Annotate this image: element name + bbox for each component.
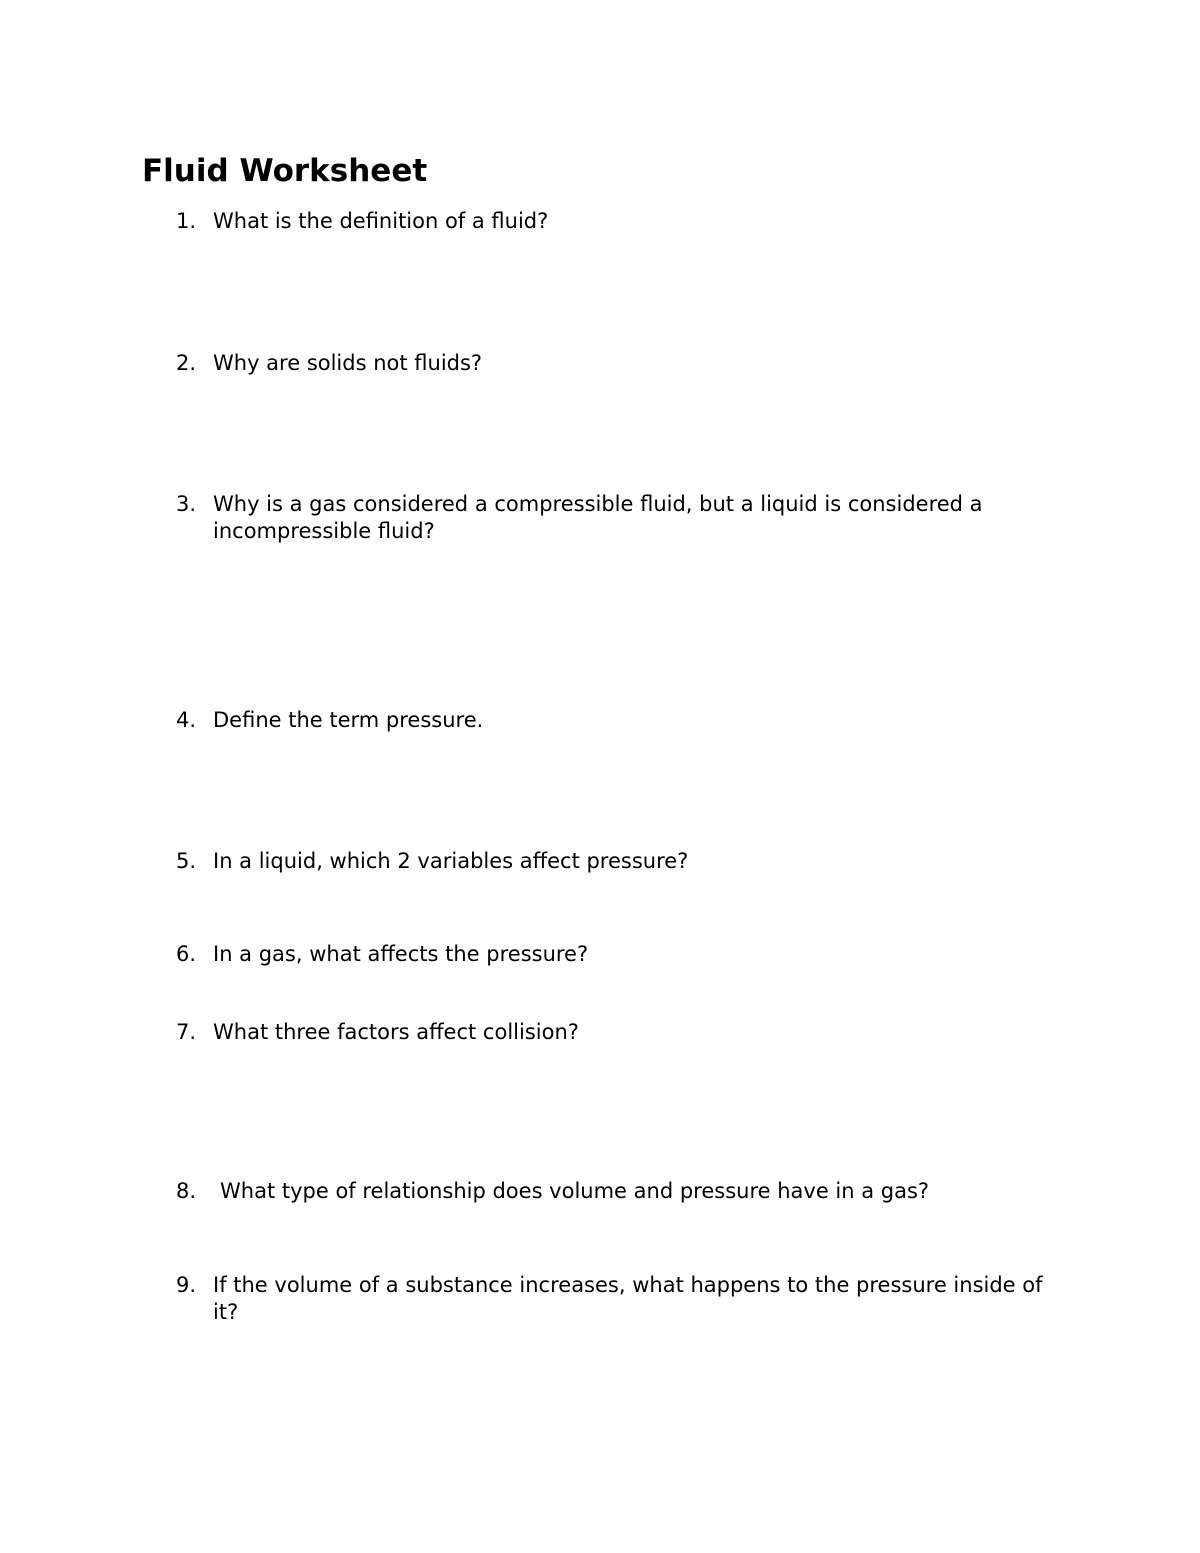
question-text: If the volume of a substance increases, what happens to the pressure inside of it? <box>213 1273 1043 1324</box>
question-number: 9. <box>176 1273 197 1297</box>
question-number: 4. <box>176 708 197 732</box>
question-text: Define the term pressure. <box>213 708 484 732</box>
question-text: In a liquid, which 2 variables affect pressure? <box>213 849 689 873</box>
question-text: What is the definition of a fluid? <box>213 209 549 233</box>
question-text: In a gas, what affects the pressure? <box>213 942 589 966</box>
question-text: Why are solids not fluids? <box>213 351 483 375</box>
question-number: 6. <box>176 942 197 966</box>
question-number: 2. <box>176 351 197 375</box>
question-number: 8. <box>176 1179 197 1203</box>
question-number: 7. <box>176 1020 197 1044</box>
question-text: What three factors affect collision? <box>213 1020 579 1044</box>
question-number: 5. <box>176 849 197 873</box>
page-title: Fluid Worksheet <box>142 153 428 189</box>
question-text: Why is a gas considered a compressible fluid, but a liquid is considered a incompressible fluid? <box>213 492 983 543</box>
question-text: What type of relationship does volume and pressure have in a gas? <box>220 1179 930 1203</box>
question-number: 1. <box>176 209 197 233</box>
question-number: 3. <box>176 492 197 516</box>
